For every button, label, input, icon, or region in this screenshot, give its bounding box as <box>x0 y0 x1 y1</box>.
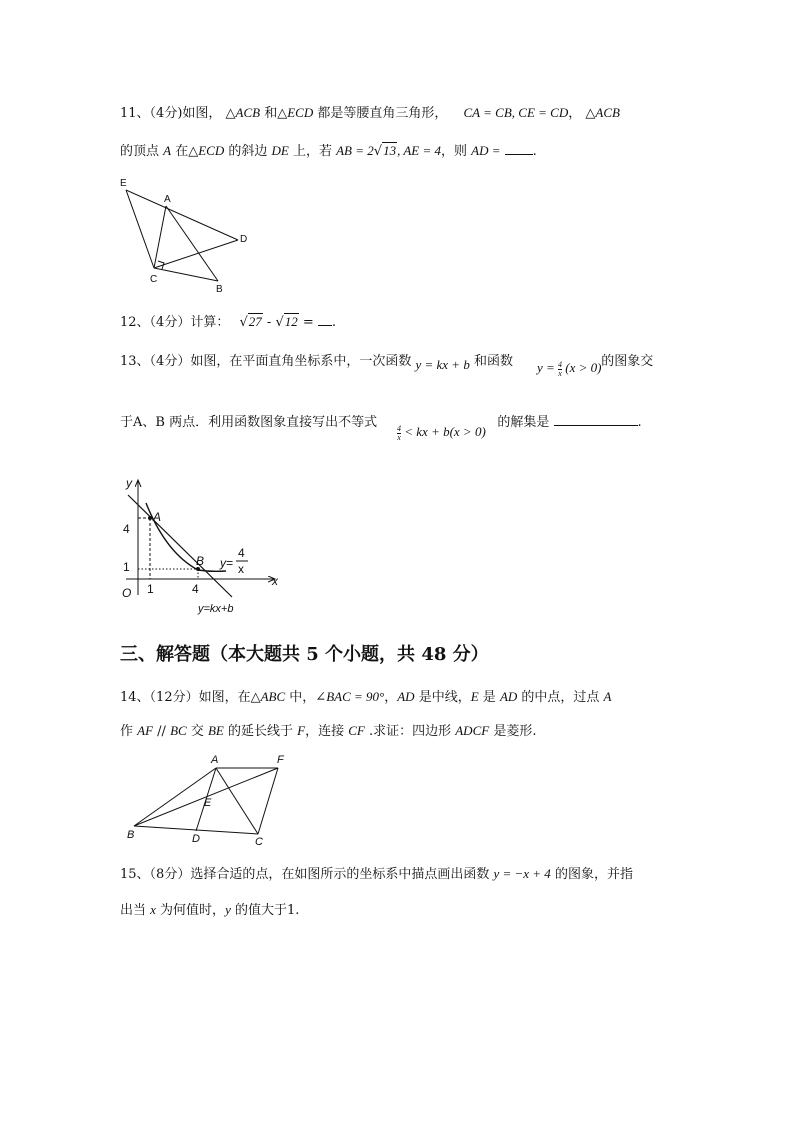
q11-label-b: B <box>216 284 223 295</box>
q11-ae: , AE = 4 <box>397 143 441 158</box>
q14-adcf: ADCF <box>455 723 490 738</box>
q13-f2-y: y = <box>537 360 559 375</box>
q14-l2-t1: 作 <box>120 724 138 739</box>
q13-ineq-rest: < kx + b(x > 0) <box>401 424 486 439</box>
q12-sqrt27: 27 <box>248 314 262 329</box>
q14-angle: ∠BAC = 90° <box>315 689 385 704</box>
q12-minus: - <box>262 315 276 330</box>
q11-equation: CA = CB, CE = CD <box>463 105 569 120</box>
q14-cf: CF <box>348 723 365 738</box>
q15-l2-t3: 的值大于1. <box>230 903 300 918</box>
q13-l2-t1: 于A、B 两点．利用函数图象直接写出不等式 <box>120 415 378 430</box>
q13-t1: 13、（4分）如图，在平面直角坐标系中，一次函数 <box>120 354 412 369</box>
q13-tick-1y: 1 <box>123 560 130 574</box>
q13-tick-4y: 4 <box>123 522 130 536</box>
q15-t2: 的图象，并指 <box>550 867 633 882</box>
q12-end: . <box>331 315 337 330</box>
q13-x-label: x <box>272 574 278 588</box>
q14-label-a: A <box>211 754 219 766</box>
q11-label-d: D <box>240 234 248 245</box>
q12-answer-blank[interactable] <box>318 325 332 326</box>
q15-line1 <box>120 863 633 882</box>
q11-number: 11、（4分)如图， <box>120 106 222 121</box>
q14-t5: 是 <box>478 690 500 705</box>
q13-line2 <box>120 411 642 430</box>
q11-sqrt13: 13 <box>383 143 397 158</box>
q13-f2-den: x <box>558 368 562 378</box>
q11-label-a: A <box>164 194 171 205</box>
q14-l2-t5: .求证：四边形 <box>364 724 456 739</box>
q14-f: F <box>297 723 306 738</box>
q13-answer-blank[interactable] <box>554 425 638 426</box>
q11-ab: AB = 2 <box>336 143 374 158</box>
q13-point-a: A <box>153 510 162 524</box>
q14-ad: AD <box>397 689 415 704</box>
q11-comma: ， <box>568 106 582 121</box>
q13-line <box>128 495 232 597</box>
q15-x: x <box>150 902 156 917</box>
q11-t2: 在 <box>171 144 189 159</box>
q14-tri: △ABC <box>250 689 286 704</box>
q11-line2: 的顶点 A 在△ECD 的斜边 DE 上，若 AB = 2√13, AE = 4，则 AD = . <box>120 143 537 159</box>
q15-function: y = −x + 4 <box>493 866 551 881</box>
q15-y: y <box>225 902 231 917</box>
q11-a: A <box>163 143 172 158</box>
q11-text: 都是等腰直角三角形， <box>313 106 448 121</box>
q13-point-b: B <box>196 554 205 568</box>
q13-linear-function: y = kx + b <box>415 357 470 372</box>
q14-label-b: B <box>127 829 135 841</box>
q13-f2-domain: (x > 0) <box>565 360 602 375</box>
q11-t3: 的斜边 <box>224 144 272 159</box>
section-3-title: 三、解答题（本大题共 5 个小题，共 48 分） <box>120 644 489 665</box>
q13-graph <box>116 475 286 620</box>
q13-y-label: y <box>126 476 132 490</box>
q11-t5: ，则 <box>440 144 472 159</box>
q14-ad2: AD <box>499 689 518 704</box>
q15-line2 <box>120 899 299 918</box>
q11-t4: 上，若 <box>288 144 337 159</box>
q11-answer-blank[interactable] <box>505 154 533 155</box>
q14-parallel: // <box>153 724 171 739</box>
q14-a: A <box>603 689 612 704</box>
q13-inequality <box>397 424 486 442</box>
q15-l2-t1: 出当 <box>120 903 151 918</box>
q14-bc: BC <box>170 723 187 738</box>
q14-figure <box>124 752 294 847</box>
q11-de: DE <box>271 143 289 158</box>
q13-l2-t2: 的解集是 <box>497 415 550 430</box>
q13-tick-4x: 4 <box>192 582 199 596</box>
q11-tri-acb: △ACB <box>225 105 261 120</box>
q14-t2: 中， <box>285 690 316 705</box>
q11-tri-ecd: △ECD <box>277 105 314 120</box>
q14-l2-t6: 是菱形. <box>489 724 537 739</box>
q12-eq: = <box>298 315 314 330</box>
q11-end: . <box>532 144 537 159</box>
q12-number: 12、（4分）计算： <box>120 315 230 330</box>
q11-t1: 的顶点 <box>120 144 164 159</box>
q13-tick-1x: 1 <box>147 582 154 596</box>
q14-l2-t2: 交 <box>186 724 208 739</box>
q15-t1: 15、（8分）选择合适的点，在如图所示的坐标系中描点画出函数 <box>120 867 494 882</box>
q11-tri: △ECD <box>188 143 225 158</box>
q14-label-d: D <box>192 833 200 845</box>
q14-l2-t3: 的延长线于 <box>223 724 298 739</box>
q12-line: 12、（4分）计算： √27 - √12 = . <box>120 314 337 330</box>
q15-l2-t2: 为何值时， <box>155 903 226 918</box>
q13-curve-label-y: y= <box>220 556 234 570</box>
q14-t6: 的中点，过点 <box>517 690 604 705</box>
q14-be: BE <box>207 723 224 738</box>
q13-t2: 和函数 <box>473 354 513 369</box>
q14-t4: 是中线， <box>414 690 471 705</box>
q13-curve-label-den: x <box>238 562 244 576</box>
q14-label-e: E <box>204 797 212 809</box>
q13-ineq-num: 4 <box>397 423 401 433</box>
q13-line-label: y=kx+b <box>198 603 234 615</box>
q11-tri-acb-2: △ACB <box>585 105 620 120</box>
q13-t3: 的图象交 <box>601 354 654 369</box>
q13-l2-end: . <box>637 415 642 430</box>
q11-ad: AD = <box>471 143 501 158</box>
q13-curve-label-num: 4 <box>238 546 245 560</box>
q14-t1: 14、（12分）如图，在 <box>120 690 251 705</box>
q14-e: E <box>470 689 479 704</box>
q13-f2-num: 4 <box>558 359 563 369</box>
q14-label-c: C <box>255 836 263 848</box>
q11-figure <box>118 176 258 296</box>
q14-l2-t4: ，连接 <box>305 724 349 739</box>
q11-line1 <box>120 102 620 121</box>
q14-t3: ， <box>384 690 398 705</box>
q11-label-c: C <box>150 274 158 285</box>
q11-and: 和 <box>260 106 278 121</box>
q13-ineq-den: x <box>397 432 401 442</box>
q14-label-f: F <box>277 754 284 766</box>
q11-label-e: E <box>120 178 127 189</box>
q14-line2 <box>120 720 536 739</box>
q14-af: AF <box>137 723 154 738</box>
q12-sqrt12: 12 <box>284 314 298 329</box>
q14-line1 <box>120 686 612 705</box>
q13-origin: O <box>122 586 132 600</box>
q13-reciprocal-function <box>537 360 602 378</box>
